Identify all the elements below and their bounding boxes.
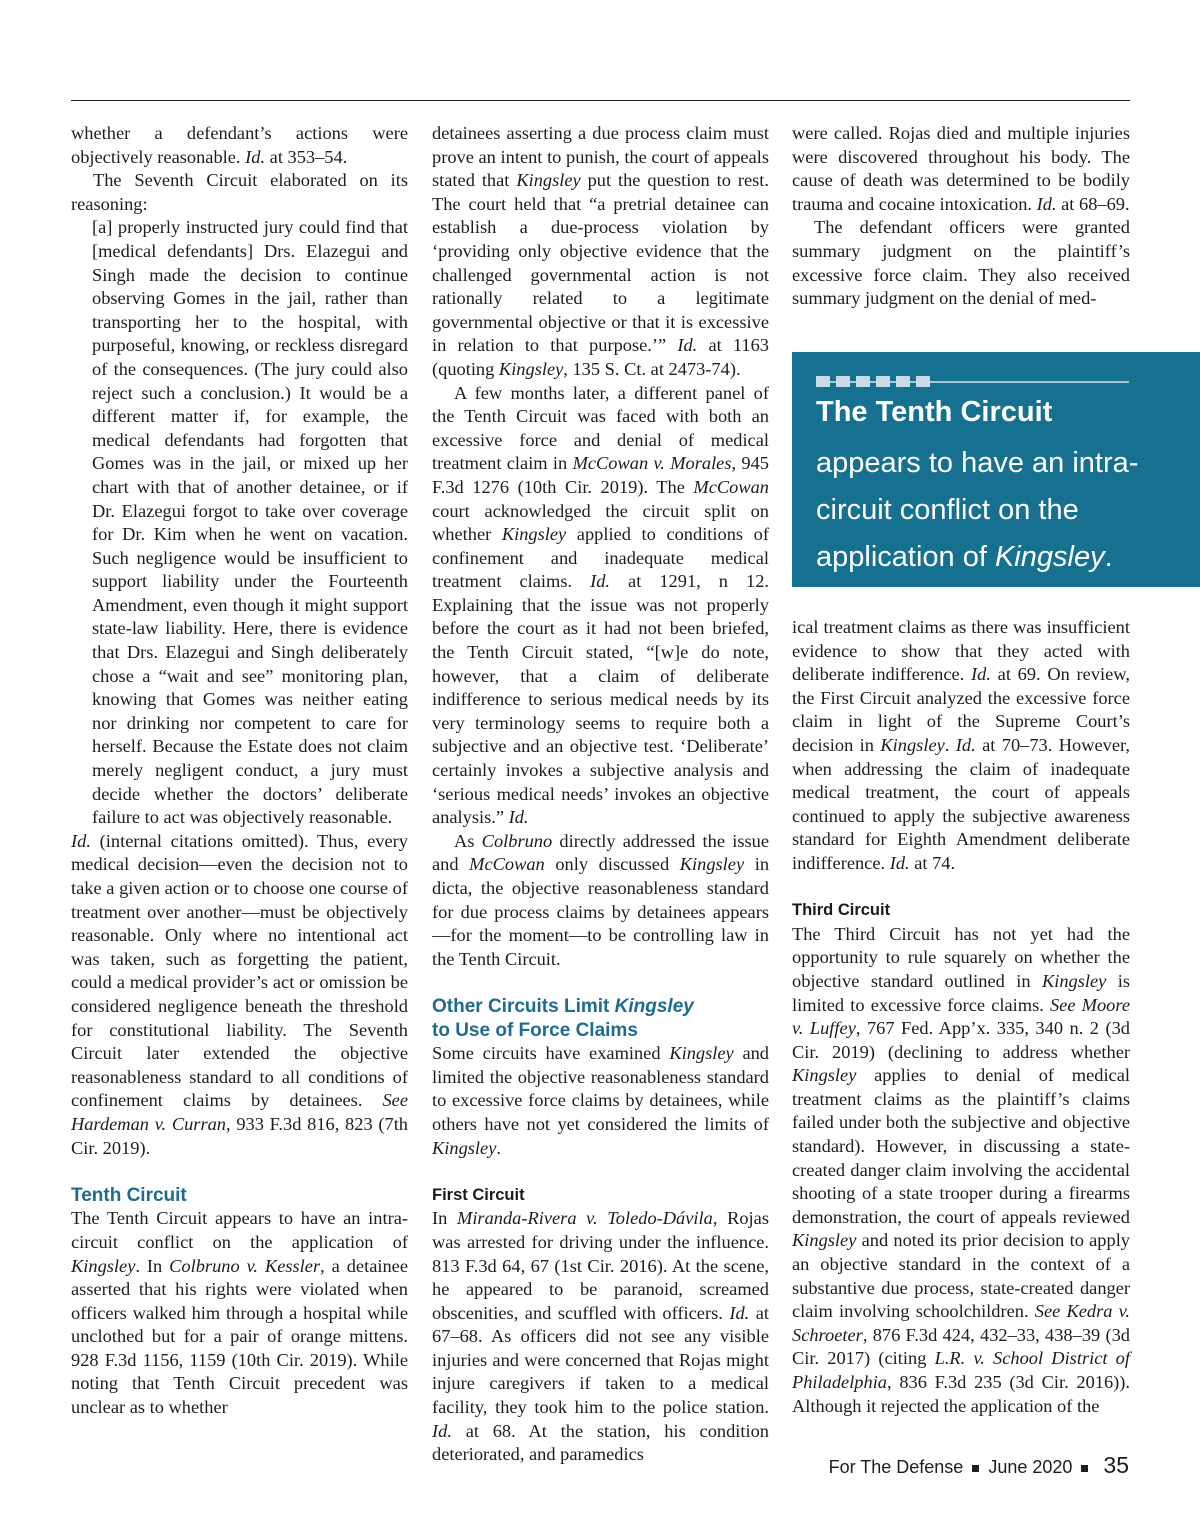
column-3-bottom xyxy=(792,616,1130,1418)
paragraph: The defendant officers were granted summary judgment on the plaintiff’s excessive force claim. They also received summary judgment on the denial of med- xyxy=(792,217,1130,309)
paragraph: detainees asserting a due process claim must prove an intent to punish, the court of appeals stated that Kingsley put the question to rest. The court held that “a pretrial detainee can establish a due-process violation by ‘providing only objective evidence that the challenged governmental action is not rationally related to a legitimate governmental objective or that it is excessive in relation to that purpose.’” Id. at 1163 (quoting Kingsley, 135 S. Ct. at 2473-74). xyxy=(432,123,769,379)
paragraph: A few months later, a different panel of the Tenth Circuit was faced with both an excessive force and denial of medical treatment claim in McCowan v. Morales, 945 F.3d 1276 (10th Cir. 2019). The McCowan court acknowledged the circuit split on whether Kingsley applied to conditions of confinement and inadequate medical treatment claims. Id. at 1291, n 12. Explaining that the issue was not properly before the court as it had not been briefed, the Tenth Circuit stated, “[w]e do note, however, that a claim of deliberate indifference to serious medical needs by its very terminology seems to require both a subjective and an objective test. ‘Deliberate’ certainly invokes a subjective analysis and ‘serious medical needs’ invokes an objective analysis.” Id. xyxy=(432,382,770,828)
paragraph: The Tenth Circuit appears to have an intra-circuit conflict on the application of Kingsley. In Colbruno v. Kessler, a detainee asserted that his rights were violated when officers walked him through a hospital while unclothed but for a pair of orange mittens. 928 F.3d 1156, 1159 (10th Cir. 2019). While noting that Tenth Circuit precedent was unclear as to whether xyxy=(71,1208,408,1418)
callout-decoration xyxy=(816,376,1129,384)
paragraph: The Third Circuit has not yet had the opportunity to rule squarely on whether the objective standard outlined in Kingsley is limited to excessive force claims. See Moore v. Luffey, 767 Fed. App’x. 335, 340 n. 2 (3d Cir. 2019) (declining to address whether Kingsley applies to denial of medical treatment claims as the plaintiff’s claims failed under both the subjective and objective standard). However, in discussing a state-created danger claim involving the accidental shooting of a state trooper during a firearms demonstration, the court of appeals reviewed Kingsley and noted its prior decision to apply an objective standard in the context of a substantive due process, state-created danger claim involving schoolchildren. See Kedra v. Schroeter, 876 F.3d 424, 432–33, 438–39 (3d Cir. 2017) (citing L.R. v. School District of Philadelphia, 836 F.3d 235 (3d Cir. 2016)). Although it rejected the application of the xyxy=(792,923,1130,1416)
column-3-top xyxy=(792,122,1130,311)
block-quote: [a] properly instructed jury could find that [medical defendants] Drs. Elazegui and Singh made the decision to continue observing Gomes in the jail, rather than transporting her to the hospital, with purposeful, knowing, or reckless disregard of the consequences. (The jury could also reject such a conclusion.) It would be a different matter if, for example, the medical defendants had forgotten that Gomes was in the jail, or mixed up her chart with that of another detainee, or if Dr. Elazegui forgot to take over coverage for Dr. Kim when he went on vacation. Such negligence would be insufficient to support liability under the Fourteenth Amendment, even though it might support state-law liability. Here, there is evidence that Drs. Elazegui and Singh deliberately chose a “wait and see” monitoring plan, knowing that Gomes was neither eating nor drinking nor competent to care for herself. Because the Estate does not claim merely negligent conduct, a jury must decide whether the doctors’ deliberate failure to act was objectively reasonable. xyxy=(92,217,408,828)
subheading-third-circuit: Third Circuit xyxy=(792,901,891,920)
callout-title: The Tenth Circuit xyxy=(816,396,1053,428)
page-footer xyxy=(829,1452,1129,1479)
publication-name: For The Defense xyxy=(828,1457,964,1477)
column-1 xyxy=(71,122,408,1420)
page-number: 35 xyxy=(1103,1452,1129,1478)
paragraph: Id. (internal citations omitted). Thus, every medical decision—even the decision not to take a given action or to choose one course of treatment over another—must be objectively reasonable. Only where no intentional act was taken, such as forgetting the patient, could a medical provider’s act or omission be considered negligence beneath the threshold for constitutional liability. The Seventh Circuit later extended the objective reasonableness standard to all conditions of confinement claims by detainees. See Hardeman v. Curran, 933 F.3d 816, 823 (7th Cir. 2019). xyxy=(71,830,408,1158)
paragraph: The Seventh Circuit elaborated on its reasoning: xyxy=(71,170,408,214)
section-heading-other-circuits: Other Circuits Limit Kingsley to Use of Force Claims xyxy=(432,995,694,1041)
issue-date: June 2020 xyxy=(988,1457,1073,1477)
pull-quote-callout xyxy=(792,352,1200,587)
paragraph: whether a defendant’s actions were objectively reasonable. Id. at 353–54. xyxy=(71,123,408,167)
paragraph: Some circuits have examined Kingsley and limited the objective reasonableness standard to excessive force claims by detainees, while others have not yet considered the limits of Kingsley. xyxy=(432,1043,769,1158)
section-heading-tenth-circuit: Tenth Circuit xyxy=(71,1184,187,1206)
separator-square-icon xyxy=(972,1465,979,1472)
column-2 xyxy=(432,122,769,1467)
separator-square-icon xyxy=(1081,1465,1088,1472)
paragraph: As Colbruno directly addressed the issue and McCowan only discussed Kingsley in dicta, the objective reasonableness standard for due process claims by detainees appears—for the moment—to be controlling law in the Tenth Circuit. xyxy=(432,830,770,969)
callout-text: appears to have an intra- circuit conflict on the application of Kingsley. xyxy=(816,447,1139,573)
paragraph: were called. Rojas died and multiple injuries were discovered throughout his body. The cause of death was determined to be bodily trauma and cocaine intoxication. Id. at 68–69. xyxy=(792,123,1130,214)
paragraph: ical treatment claims as there was insufficient evidence to show that they acted with deliberate indifference. Id. at 69. On review, the First Circuit analyzed the excessive force claim in light of the Supreme Court’s decision in Kingsley. Id. at 70–73. However, when addressing the claim of inadequate medical treatment, the court of appeals continued to apply the subjective awareness standard for Eighth Amendment deliberate indifference. Id. at 74. xyxy=(792,617,1130,873)
top-rule xyxy=(71,100,1130,101)
subheading-first-circuit: First Circuit xyxy=(432,1185,525,1204)
paragraph: In Miranda-Rivera v. Toledo-Dávila, Rojas was arrested for driving under the influence. 813 F.3d 64, 67 (1st Cir. 2016). At the scene, he appeared to be paranoid, screamed obscenities, and scuffled with officers. Id. at 67–68. As officers did not see any visible injuries and were concerned that Rojas might injure caregivers if taken to a medical facility, they took him to the police station. Id. at 68. At the station, his condition deteriorated, and paramedics xyxy=(432,1208,770,1465)
